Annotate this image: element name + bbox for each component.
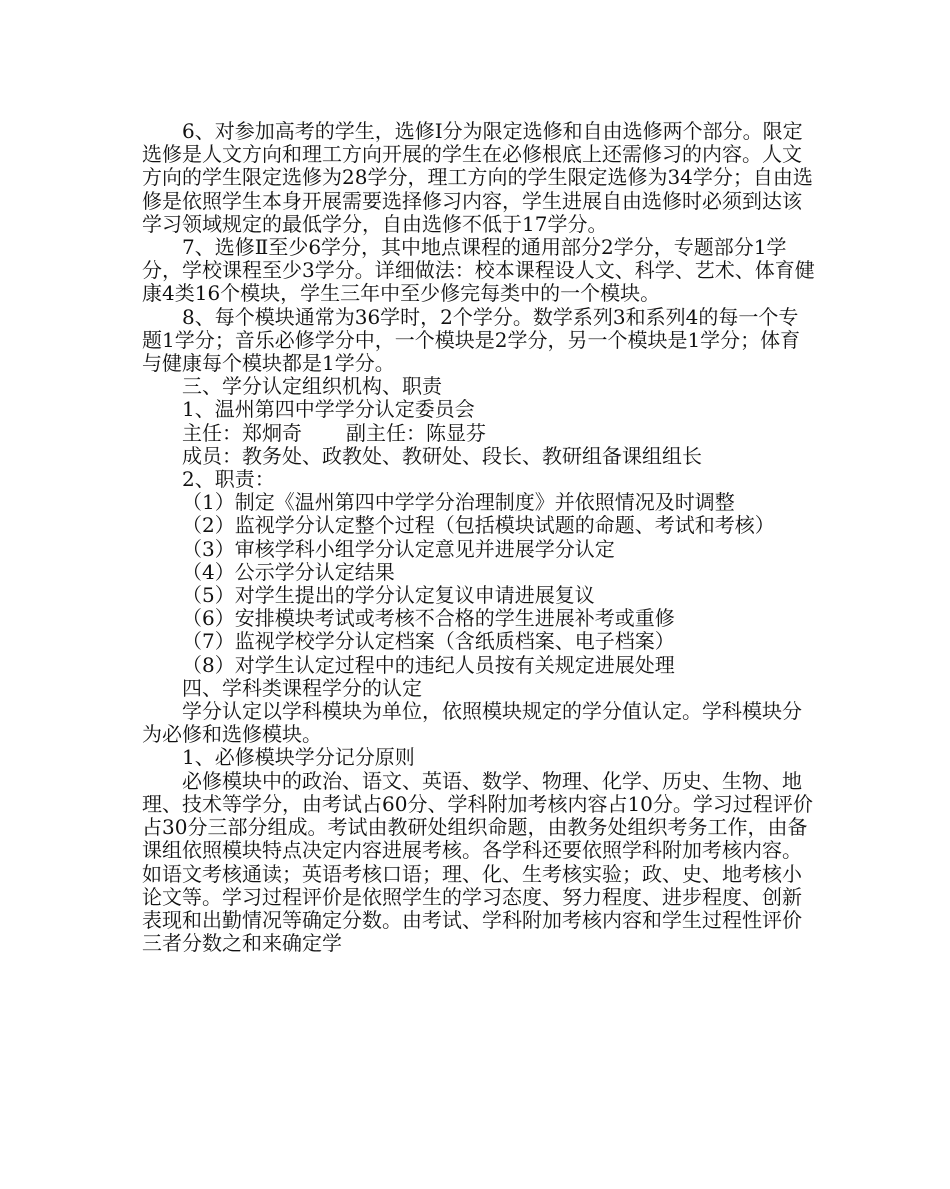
director-label: 主任：郑炯奇 [182, 420, 302, 445]
section-heading-3: 三、学分认定组织机构、职责 [182, 374, 442, 399]
duty-item-4: （4）公示学分认定结果 [182, 559, 395, 584]
rule1-title: 1、必修模块学分记分原则 [182, 745, 415, 770]
duty-item-6: （6）安排模块考试或考核不合格的学生进展补考或重修 [182, 606, 675, 631]
section-heading-4: 四、学科类课程学分的认定 [182, 675, 422, 700]
rule1-body: 必修模块中的政治、语文、英语、数学、物理、化学、历史、生物、地理、技术等学分，由考试占60分、学科附加考核内容占10分。学习过程评价占30分三部分组成。考试由教研处组织命题，由教务处组织考务工作，由备课组依照模块特点决定内容进展考核。各学科还要依照学科附加考核内容。如语文考核通读；英语考核口语；理、化、生考核实验；政、史、地考核小论文等。学习过程评价是依照学生的学习态度、努力程度、进步程度、创新表现和出勤情况等确定分数。由考试、学科附加考核内容和学生过程性评价三者分数之和来确定学 [142, 768, 813, 956]
duty-item-2: （2）监视学分认定整个过程（包括模块试题的命题、考试和考核） [182, 513, 775, 538]
paragraph-item-8: 8、每个模块通常为36学时，2个学分。数学系列3和系列4的每一个专题1学分；音乐必修学分中，一个模块是2学分，另一个模块是1学分；体育与健康每个模块都是1学分。 [142, 304, 801, 376]
committee-title: 1、温州第四中学学分认定委员会 [182, 397, 475, 422]
committee-leaders [142, 422, 818, 445]
committee-members: 成员：教务处、政教处、教研处、段长、教研组备课组组长 [182, 443, 702, 468]
duty-item-7: （7）监视学校学分认定档案（含纸质档案、电子档案） [182, 629, 675, 654]
deputy-label: 副主任：陈显芬 [346, 420, 486, 445]
duty-item-3: （3）审核学科小组学分认定意见并进展学分认定 [182, 536, 615, 561]
duties-title: 2、职责： [182, 467, 275, 492]
paragraph-item-7: 7、选修Ⅱ至少6学分，其中地点课程的通用部分2学分，专题部分1学分，学校课程至少3学分。详细做法：校本课程设人文、科学、艺术、体育健康4类16个模块，学生三年中至少修完每类中的一个模块。 [142, 235, 815, 306]
duty-item-5: （5）对学生提出的学分认定复议申请进展复议 [182, 583, 595, 608]
duty-item-8: （8）对学生认定过程中的违纪人员按有关规定进展处理 [182, 652, 675, 677]
duty-item-1: （1）制定《温州第四中学学分治理制度》并依照情况及时调整 [182, 490, 735, 515]
paragraph-item-6: 6、对参加高考的学生，选修Ⅰ分为限定选修和自由选修两个部分。限定选修是人文方向和理工方向开展的学生在必修根底上还需修习的内容。人文方向的学生限定选修为28学分，理工方向的学生限定选修为34学分；自由选修是依照学生本身开展需要选择修习内容，学生进展自由选修时必须到达该学习领域规定的最低学分，自由选修不低于17学分。 [142, 119, 813, 236]
document-page [142, 120, 818, 955]
section4-intro: 学分认定以学科模块为单位，依照模块规定的学分值认定。学科模块分为必修和选修模块。 [142, 699, 802, 747]
